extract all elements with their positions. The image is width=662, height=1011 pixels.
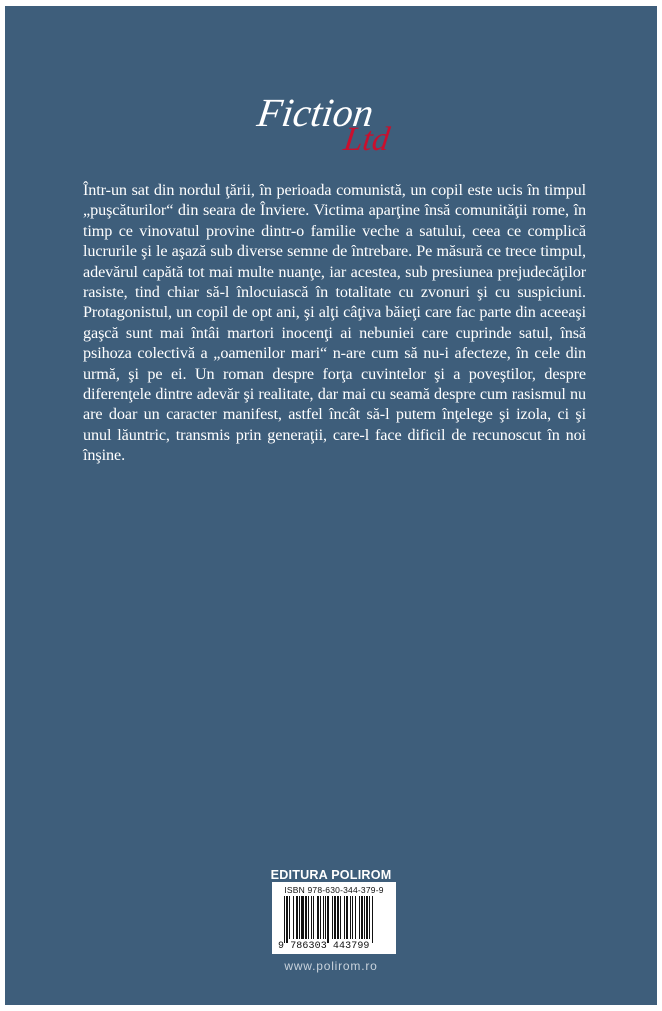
- barcode-bar: [337, 896, 339, 939]
- barcode-bar: [305, 896, 307, 939]
- barcode-bar: [286, 896, 288, 943]
- barcode-bar: [323, 896, 324, 939]
- fiction-ltd-logo: [255, 90, 425, 160]
- barcode-bar: [325, 896, 326, 939]
- isbn-barcode: [272, 882, 396, 954]
- isbn-label: ISBN 978-630-344-379-9: [284, 885, 384, 895]
- barcode-number: 9 786303 443799: [278, 941, 370, 952]
- logo-main-text: Fiction: [255, 90, 377, 135]
- barcode-bar: [320, 896, 321, 939]
- barcode-bar: [352, 896, 353, 939]
- barcode-bar: [344, 896, 345, 939]
- barcode-bar: [284, 896, 285, 943]
- barcode-bar: [327, 896, 329, 943]
- barcode-bar: [317, 896, 319, 939]
- barcode-bar: [369, 896, 370, 939]
- barcode-bar: [364, 896, 365, 939]
- back-cover: [5, 6, 657, 1005]
- barcode-bar: [372, 896, 373, 943]
- barcode-bar: [332, 896, 333, 939]
- barcode-bar: [293, 896, 294, 939]
- publisher-name: EDITURA POLIROM: [270, 868, 392, 882]
- barcode-bar: [299, 896, 300, 939]
- book-description: Într-un sat din nordul ţării, în perioada comunistă, un copil este ucis în timpul „puşcăturilor“ din seara de Înviere. Victima aparţine însă comunităţii rome, în timp ce vinovatul provine dintr-o familie veche a satului, ceea ce complică lucrurile şi le aşază sub diverse semne de întrebare. Pe măsură ce trece timpul, adevărul capătă tot mai multe nuanţe, iar acestea, sub presiunea prejudecăţilor rasiste, tind chiar să-l înlocuiască în totalitate cu zvonuri şi cu suspiciuni. Protagonistul, un copil de opt ani, şi alţi câţiva băieţi care fac parte din aceeaşi gaşcă sunt mai întâi martori inocenţi ai nebuniei care cuprinde satul, însă psihoza colectivă a „oamenilor mari“ n-are cum să nu-i afecteze, în cele din urmă, şi pe ei. Un roman despre forţa cuvintelor şi a poveştilor, despre diferenţele dintre adevăr şi realitate, dar mai cu seamă despre cum rasismul nu are doar un caracter manifest, astfel încât să-l putem înţelege şi izola, ci şi unul lăuntric, transmis prin generaţii, care-l face dificil de recunoscut în noi înşine.: [83, 181, 586, 465]
- barcode-bar: [359, 896, 360, 939]
- barcode-bar: [311, 896, 312, 939]
- barcode-bar: [313, 896, 314, 939]
- barcode-bar: [334, 896, 336, 939]
- barcode-bar: [346, 896, 348, 939]
- barcode-bar: [350, 896, 351, 939]
- publisher-website: www.polirom.ro: [284, 959, 378, 973]
- barcode-bar: [361, 896, 363, 939]
- barcode-bar: [340, 896, 341, 939]
- barcode-bar: [366, 896, 368, 939]
- barcode-bar: [355, 896, 356, 939]
- logo-sub-text: Ltd: [341, 121, 392, 158]
- barcode-bar: [308, 896, 309, 939]
- barcode-bar: [289, 896, 290, 939]
- barcode-bar: [296, 896, 298, 939]
- barcode-bar: [301, 896, 304, 939]
- logo-graphic: [255, 90, 425, 160]
